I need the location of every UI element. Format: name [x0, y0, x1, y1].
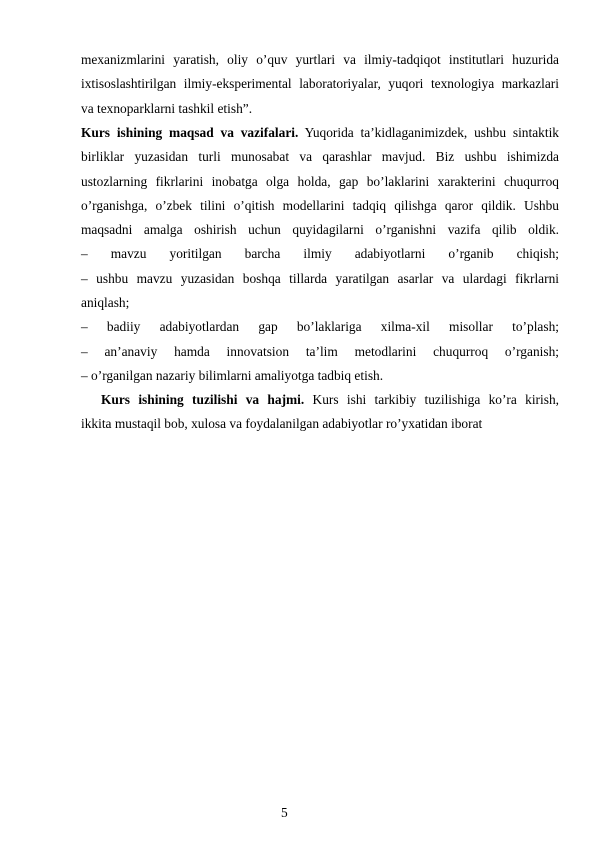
text-line-3: va texnoparklarni tashkil etish”. — [81, 101, 253, 116]
list-item-1: – mavzu yoritilgan barcha ilmiy adabiyotlarni o’rganib chiqish; — [81, 246, 559, 261]
text-line-4 — [81, 125, 559, 141]
text-line-1: mexanizmlarini yaratish, oliy o’quv yurtlari va ilmiy-tadqiqot institutlari huzurida — [81, 52, 559, 67]
page-number: 5 — [281, 805, 288, 820]
list-item-3: – badiiy adabiyotlardan gap bo’laklariga xilma-xil misollar to’plash; — [81, 319, 559, 334]
text-line-8: maqsadni amalga oshirish uchun quyidagilarni o’rganishni vazifa qilib oldik. — [81, 222, 559, 237]
section-heading-goals: Kurs ishining maqsad va vazifalari. — [81, 125, 299, 140]
text-line-5: birliklar yuzasidan turli munosabat va qarashlar mavjud. Biz ushbu ishimizda — [81, 149, 559, 164]
text-line-15 — [101, 392, 559, 408]
list-item-5: – o’rganilgan nazariy bilimlarni amaliyotga tadbiq etish. — [81, 368, 384, 383]
text-line-16: ikkita mustaqil bob, xulosa va foydalanilgan adabiyotlar ro’yxatidan iborat — [81, 416, 483, 431]
section-heading-structure: Kurs ishining tuzilishi va hajmi. — [101, 392, 305, 407]
text-line-6: ustozlarning fikrlarini inobatga olga holda, gap bo’laklarini xarakterini chuqurroq — [81, 174, 559, 189]
text-line-15-rest: Kurs ishi tarkibiy tuzilishiga ko’ra kirish, — [304, 392, 559, 407]
list-item-2: – ushbu mavzu yuzasidan boshqa tillarda yaratilgan asarlar va ulardagi fikrlarni — [81, 271, 559, 286]
list-item-4: – an’anaviy hamda innovatsion ta’lim metodlarini chuqurroq o’rganish; — [81, 344, 559, 359]
text-line-4-rest: Yuqorida ta’kidlaganimizdek, ushbu sintaktik — [298, 125, 559, 140]
text-line-2: ixtisoslashtirilgan ilmiy-eksperimental laboratoriyalar, yuqori texnologiya markazlari — [81, 76, 559, 91]
list-item-2-cont: aniqlash; — [81, 295, 130, 310]
text-line-7: o’rganishga, o’zbek tilini o’qitish modellarini tadqiq qilishga qaror qildik. Ushbu — [81, 198, 559, 213]
